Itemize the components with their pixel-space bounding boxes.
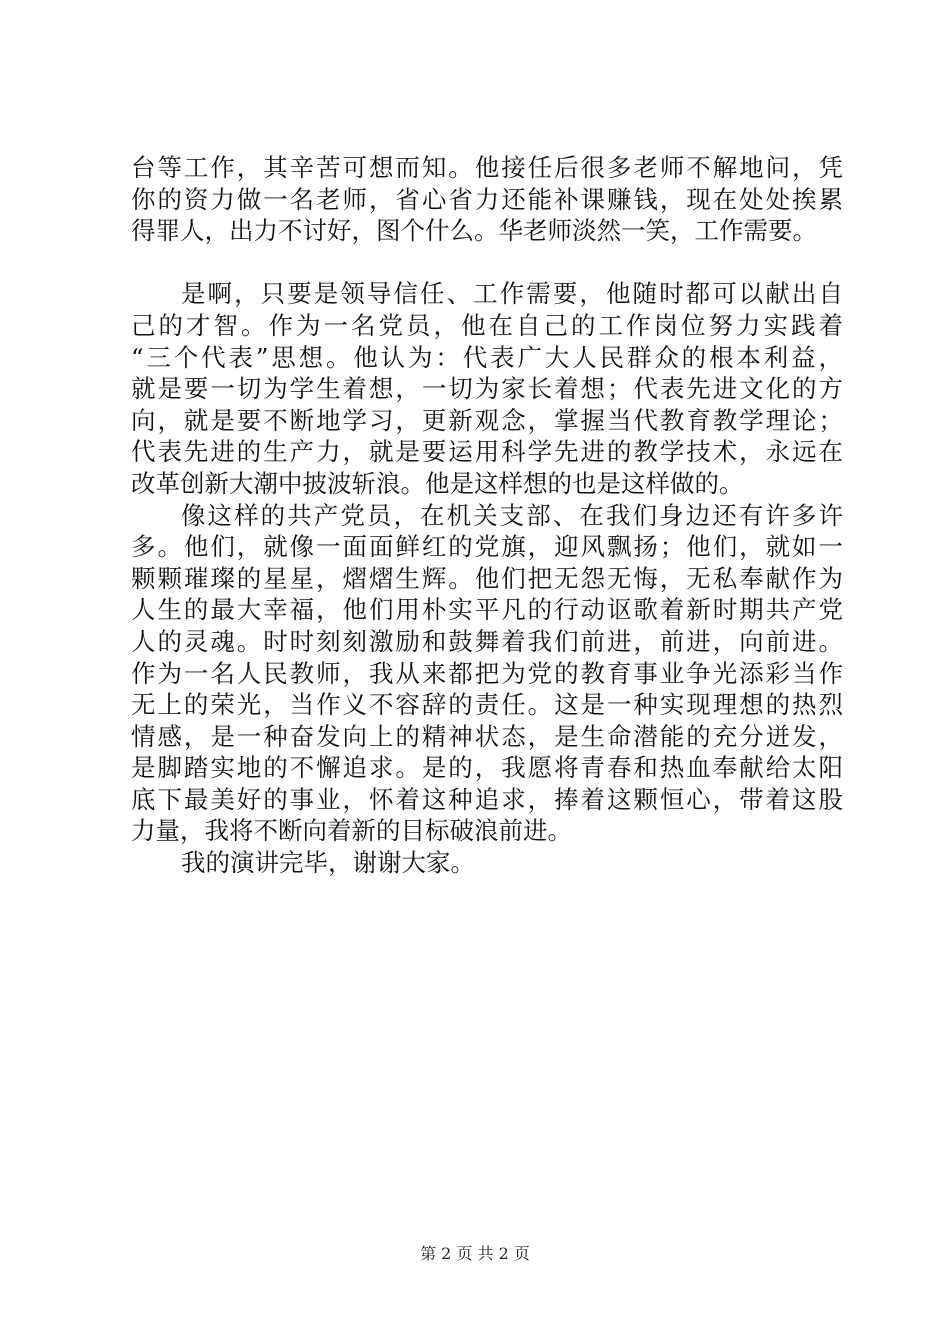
text-line: 是啊，只要是领导信任、工作需要，他随时都可以献出自 (181, 279, 843, 309)
text-line: 你的资力做一名老师，省心省力还能补课赚钱，现在处处挨累 (131, 184, 843, 214)
text-line: 作为一名人民教师，我从来都把为党的教育事业争光添彩当作 (131, 658, 843, 688)
text-line: 就是要一切为学生着想，一切为家长着想；代表先进文化的方 (131, 374, 843, 404)
text-line: 得罪人，出力不讨好，图个什么。华老师淡然一笑，工作需要。 (131, 216, 817, 246)
text-line: 像这样的共产党员，在机关支部、在我们身边还有许多许 (181, 500, 843, 530)
text-line: 多。他们，就像一面面鲜红的党旗，迎风飘扬；他们，就如一 (131, 532, 843, 562)
paragraph (131, 152, 843, 247)
text-line: 己的才智。作为一名党员，他在自己的工作岗位努力实践着 (131, 310, 843, 340)
paragraph (131, 278, 843, 499)
text-line: 人生的最大幸福，他们用朴实平凡的行动讴歌着新时期共产党 (131, 595, 843, 625)
text-line: 颗颗璀璨的星星，熠熠生辉。他们把无怨无悔，无私奉献作为 (131, 563, 843, 593)
paragraph (131, 847, 843, 879)
text-line: 力量，我将不断向着新的目标破浪前进。 (131, 816, 572, 846)
page-number-footer: 第 2 页 共 2 页 (420, 1244, 530, 1263)
text-line: 我的演讲完毕，谢谢大家。 (181, 848, 475, 878)
text-line: 是脚踏实地的不懈追求。是的，我愿将青春和热血奉献给太阳 (131, 753, 843, 783)
text-line: 代表先进的生产力，就是要运用科学先进的教学技术，永远在 (131, 437, 843, 467)
text-line: 人的灵魂。时时刻刻激励和鼓舞着我们前进，前进，向前进。 (131, 626, 843, 656)
text-line: 无上的荣光，当作义不容辞的责任。这是一种实现理想的热烈 (131, 690, 843, 720)
text-line: “三个代表”思想。他认为：代表广大人民群众的根本利益， (131, 342, 843, 372)
paragraph-gap (131, 247, 843, 279)
text-line: 台等工作，其辛苦可想而知。他接任后很多老师不解地问，凭 (131, 153, 843, 182)
text-line: 改革创新大潮中披波斩浪。他是这样想的也是这样做的。 (131, 468, 744, 498)
text-line: 向，就是要不断地学习，更新观念，掌握当代教育教学理论； (131, 405, 843, 435)
text-line: 底下最美好的事业，怀着这种追求，捧着这颗恒心，带着这股 (131, 784, 843, 814)
paragraph (131, 500, 843, 848)
text-line: 情感，是一种奋发向上的精神状态，是生命潜能的充分迸发， (131, 721, 843, 751)
document-body (131, 152, 843, 879)
